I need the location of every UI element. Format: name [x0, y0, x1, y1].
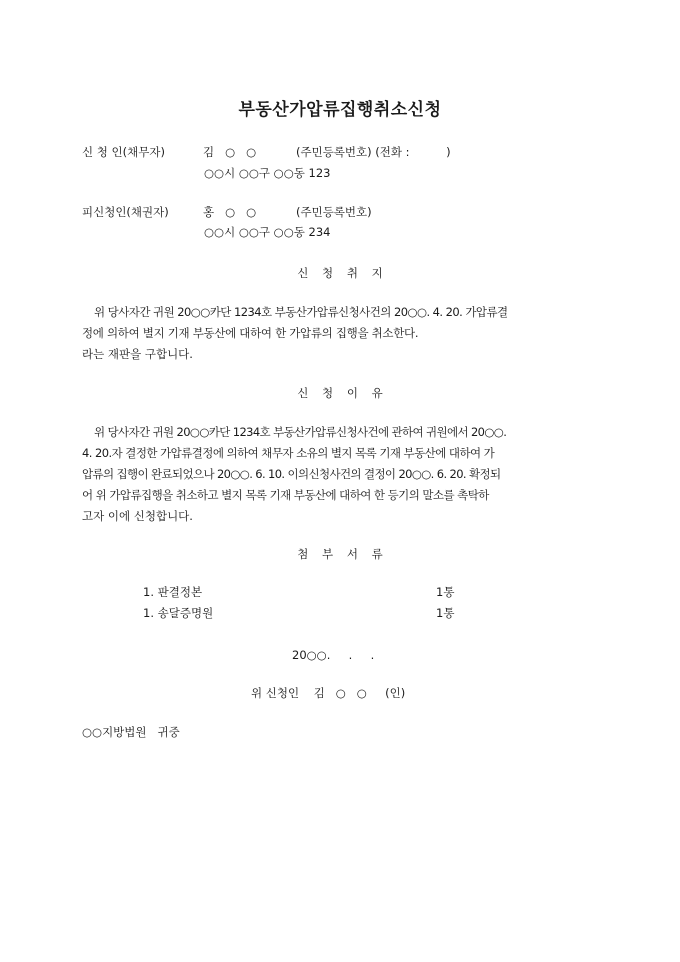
attachment-item-label: 1. 판결정본	[143, 585, 203, 599]
purpose-line-2: 정에 의하여 별지 기재 부동산에 대하여 한 가압류의 집행을 취소한다.	[82, 326, 419, 340]
document-date: 20○○. . .	[292, 648, 375, 662]
applicant-label: 신 청 인(채무자)	[82, 145, 165, 159]
court-addressee: ○○지방법원 귀중	[82, 725, 180, 739]
reason-line-2: 4. 20.자 결정한 가압류결정에 의하여 채무자 소유의 별지 목록 기재 부동산에 대하여 가	[82, 446, 495, 460]
reason-line-4: 어 위 가압류집행을 취소하고 별지 목록 기재 부동산에 대하여 한 등기의 말소를 촉탁하	[82, 488, 489, 502]
reason-heading: 신 청 이 유	[297, 386, 383, 400]
respondent-id: (주민등록번호)	[296, 205, 372, 219]
applicant-signature: 위 신청인 김 ○ ○ (인)	[251, 686, 406, 700]
attachments-heading: 첨 부 서 류	[297, 547, 383, 561]
attachment-item-count: 1통	[436, 606, 455, 620]
applicant-name: 김 ○ ○	[203, 145, 257, 159]
applicant-id-phone: (주민등록번호) (전화 : )	[296, 145, 451, 159]
attachment-item-label: 1. 송달증명원	[143, 606, 214, 620]
respondent-name: 홍 ○ ○	[203, 205, 257, 219]
respondent-address: ○○시 ○○구 ○○동 234	[204, 225, 331, 239]
document-title: 부동산가압류집행취소신청	[238, 100, 442, 120]
respondent-label: 피신청인(채권자)	[82, 205, 169, 219]
applicant-address: ○○시 ○○구 ○○동 123	[204, 166, 331, 180]
reason-line-1: 위 당사자간 귀원 20○○카단 1234호 부동산가압류신청사건에 관하여 귀원에서 20○○.	[94, 425, 507, 439]
reason-line-3: 압류의 집행이 완료되었으나 20○○. 6. 10. 이의신청사건의 결정이 20○○. 6. 20. 확정되	[82, 467, 501, 481]
purpose-line-1: 위 당사자간 귀원 20○○카단 1234호 부동산가압류신청사건의 20○○. 4. 20. 가압류결	[94, 305, 508, 319]
attachment-item-count: 1통	[436, 585, 455, 599]
purpose-heading: 신 청 취 지	[297, 266, 383, 280]
reason-line-5: 고자 이에 신청합니다.	[82, 509, 193, 523]
purpose-line-3: 라는 재판을 구합니다.	[82, 347, 193, 361]
